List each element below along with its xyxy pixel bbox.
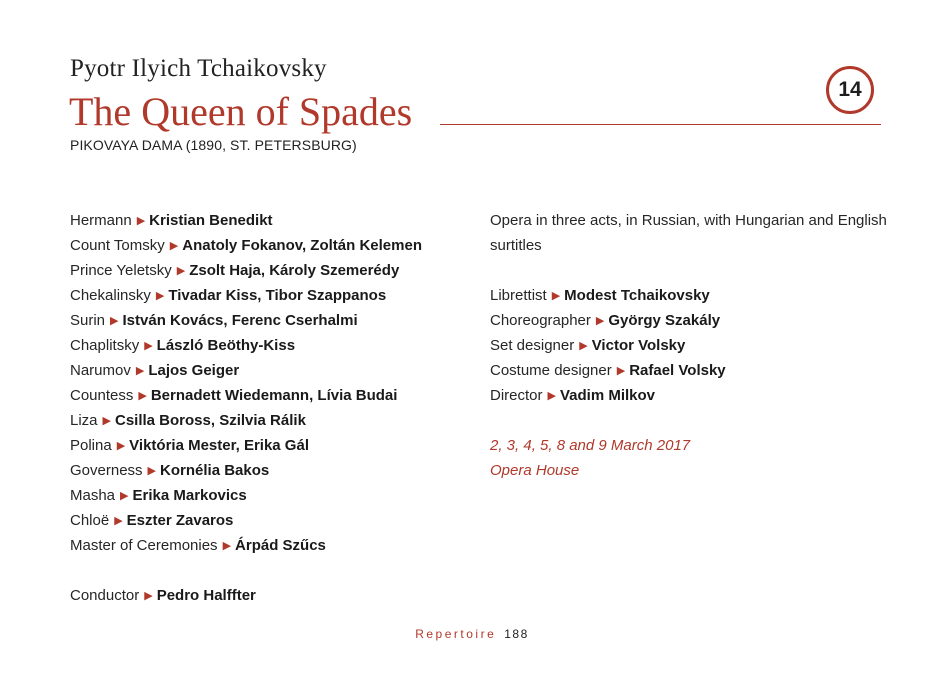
cast-role: Prince Yeletsky <box>70 262 172 279</box>
creative-role: Director <box>490 387 543 404</box>
page-footer <box>0 627 944 641</box>
creative-name: Victor Volsky <box>591 337 686 354</box>
conductor-name: Pedro Halffter <box>156 587 256 604</box>
creative-row <box>490 283 890 308</box>
creative-name: Vadim Milkov <box>559 387 656 404</box>
cast-row <box>70 333 470 358</box>
triangle-right-icon: ▶ <box>144 590 153 602</box>
triangle-right-icon: ▶ <box>551 290 561 302</box>
cast-row <box>70 233 470 258</box>
cast-role: Chekalinsky <box>70 287 151 304</box>
cast-names: Kristian Benedikt <box>149 212 273 229</box>
cast-role: Governess <box>70 462 143 479</box>
triangle-right-icon: ▶ <box>120 490 129 502</box>
cast-role: Master of Ceremonies <box>70 537 218 554</box>
cast-row <box>70 483 470 508</box>
cast-role: Narumov <box>70 362 131 379</box>
spacer <box>70 558 470 583</box>
cast-role: Count Tomsky <box>70 237 165 254</box>
cast-list <box>70 208 470 608</box>
cast-names: Erika Markovics <box>132 487 247 504</box>
cast-names: László Beöthy-Kiss <box>156 337 296 354</box>
creative-name: Rafael Volsky <box>629 362 726 379</box>
creative-row <box>490 333 890 358</box>
cast-row <box>70 308 470 333</box>
title-rule <box>440 124 881 125</box>
creative-row <box>490 358 890 383</box>
cast-names: Tivadar Kiss, Tibor Szappanos <box>168 287 387 304</box>
creative-row <box>490 308 890 333</box>
number-badge: 14 <box>826 66 874 114</box>
cast-row <box>70 433 470 458</box>
cast-row <box>70 283 470 308</box>
triangle-right-icon: ▶ <box>138 390 147 402</box>
description-line: Opera in three acts, in Russian, with Hungarian and English <box>490 212 887 229</box>
cast-names: Eszter Zavaros <box>126 512 234 529</box>
cast-role: Countess <box>70 387 134 404</box>
cast-names: Lajos Geiger <box>148 362 240 379</box>
conductor-row <box>70 583 470 608</box>
triangle-right-icon: ▶ <box>135 365 145 377</box>
cast-names: István Kovács, Ferenc Cserhalmi <box>122 312 358 329</box>
spacer <box>490 408 890 433</box>
cast-role: Chloë <box>70 512 110 529</box>
creative-name: Modest Tchaikovsky <box>564 287 710 304</box>
triangle-right-icon: ▶ <box>616 365 626 377</box>
cast-row <box>70 258 470 283</box>
cast-names: Csilla Boross, Szilvia Rálik <box>115 412 306 429</box>
cast-role: Masha <box>70 487 116 504</box>
triangle-right-icon: ▶ <box>114 515 123 527</box>
triangle-right-icon: ▶ <box>110 315 119 327</box>
composer-name: Pyotr Ilyich Tchaikovsky <box>70 55 327 82</box>
cast-row <box>70 458 470 483</box>
cast-role: Liza <box>70 412 98 429</box>
production-info <box>490 208 890 483</box>
cast-row <box>70 383 470 408</box>
description-line: surtitles <box>490 237 542 254</box>
cast-role: Hermann <box>70 212 132 229</box>
cast-row <box>70 533 470 558</box>
creative-role: Librettist <box>490 287 547 304</box>
triangle-right-icon: ▶ <box>116 440 126 452</box>
triangle-right-icon: ▶ <box>547 390 556 402</box>
performance-venue: Opera House <box>490 462 580 479</box>
creative-role: Choreographer <box>490 312 591 329</box>
performance-dates: 2, 3, 4, 5, 8 and 9 March 2017 <box>490 437 691 454</box>
cast-role: Surin <box>70 312 106 329</box>
cast-row <box>70 358 470 383</box>
conductor-role: Conductor <box>70 587 140 604</box>
page-number: 188 <box>504 627 529 641</box>
cast-names: Árpád Szűcs <box>235 537 326 554</box>
creative-role: Set designer <box>490 337 575 354</box>
cast-row <box>70 408 470 433</box>
opera-subtitle: PIKOVAYA DAMA (1890, ST. PETERSBURG) <box>70 137 357 153</box>
triangle-right-icon: ▶ <box>102 415 111 427</box>
creative-name: György Szakály <box>608 312 721 329</box>
cast-names: Bernadett Wiedemann, Lívia Budai <box>150 387 398 404</box>
creative-role: Costume designer <box>490 362 612 379</box>
triangle-right-icon: ▶ <box>136 215 146 227</box>
cast-names: Viktória Mester, Erika Gál <box>129 437 309 454</box>
cast-names: Zsolt Haja, Károly Szemerédy <box>189 262 400 279</box>
triangle-right-icon: ▶ <box>169 240 179 252</box>
triangle-right-icon: ▶ <box>147 465 157 477</box>
triangle-right-icon: ▶ <box>176 265 186 277</box>
cast-row <box>70 508 470 533</box>
triangle-right-icon: ▶ <box>579 340 588 352</box>
triangle-right-icon: ▶ <box>222 540 232 552</box>
cast-names: Anatoly Fokanov, Zoltán Kelemen <box>182 237 422 254</box>
cast-names: Kornélia Bakos <box>160 462 270 479</box>
footer-section: Repertoire <box>415 627 497 641</box>
triangle-right-icon: ▶ <box>155 290 165 302</box>
creative-row <box>490 383 890 408</box>
opera-title: The Queen of Spades <box>69 89 413 134</box>
triangle-right-icon: ▶ <box>144 340 153 352</box>
cast-role: Polina <box>70 437 112 454</box>
spacer <box>490 258 890 283</box>
cast-role: Chaplitsky <box>70 337 140 354</box>
triangle-right-icon: ▶ <box>595 315 605 327</box>
cast-row <box>70 208 470 233</box>
